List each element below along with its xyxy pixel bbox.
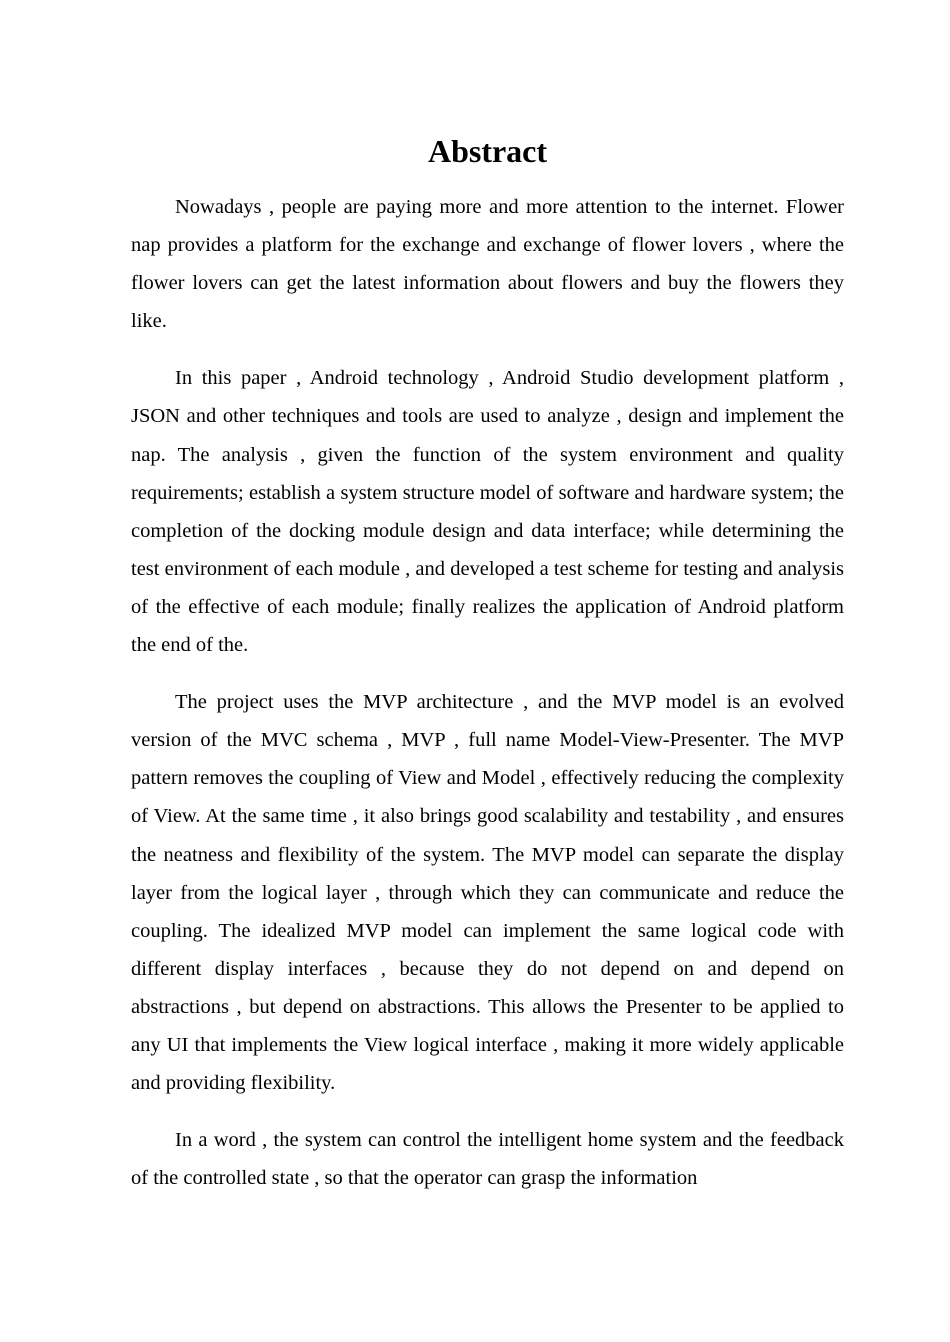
paragraph-intro: Nowadays , people are paying more and more attention to the internet. Flower nap provides a platform for the exchange and exchange of flower lovers , where the flower lovers can get the latest information about flowers and buy the flowers they like. [131,196,844,333]
paragraph-architecture: The project uses the MVP architecture , and the MVP model is an evolved version of the MVC schema , MVP , full name Model-View-Presenter. The MVP pattern removes the coupling of View and Model , effectively reducing the complexity of View. At the same time , it also brings good scalability and testability , and ensures the neatness and flexibility of the system. The MVP model can separate the display layer from the logical layer , through which they can communicate and reduce the coupling. The idealized MVP model can implement the same logical code with different display interfaces , because they do not depend on and depend on abstractions , but depend on abstractions. This allows the Presenter to be applied to any UI that implements the View logical interface , making it more widely applicable and providing flexibility. [131,691,844,1095]
document-page [131,128,844,1216]
page-title: Abstract [427,133,548,169]
paragraph-methods: In this paper , Android technology , Android Studio development platform , JSON and other techniques and tools are used to analyze , design and implement the nap. The analysis , given the function of the system environment and quality requirements; establish a system structure model of software and hardware system; the completion of the docking module design and data interface; while determining the test environment of each module , and developed a test scheme for testing and analysis of the effective of each module; finally realizes the application of Android platform the end of the. [131,367,844,657]
paragraph-conclusion: In a word , the system can control the intelligent home system and the feedback of the controlled state , so that the operator can grasp the information [131,1129,844,1190]
